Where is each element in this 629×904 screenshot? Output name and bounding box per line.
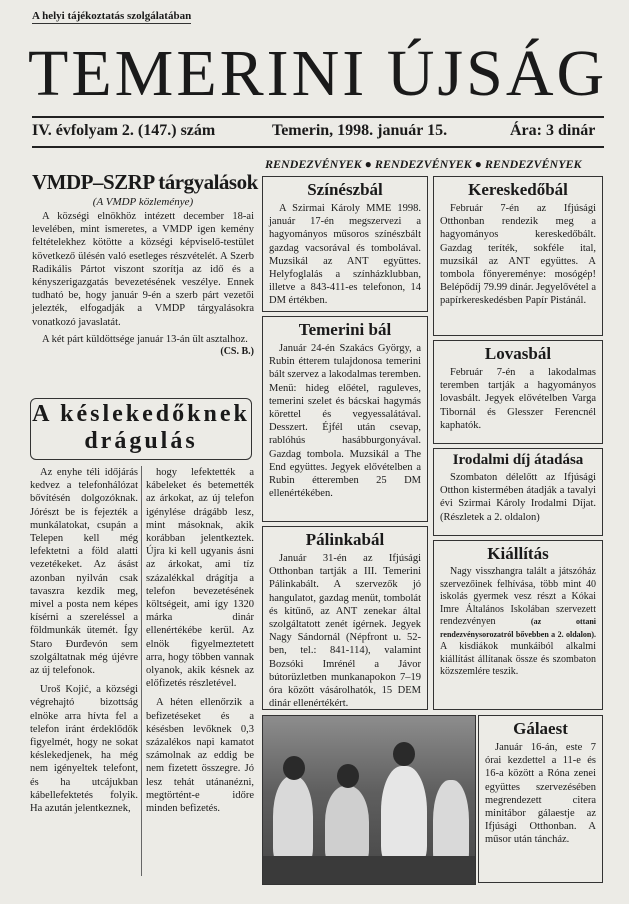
- galaest-title: Gálaest: [513, 719, 568, 738]
- column-divider: [141, 466, 142, 876]
- photo-figure-2: [325, 786, 369, 866]
- photo-head-3: [393, 742, 415, 766]
- lovasbal-box: [433, 340, 603, 444]
- kiallitas-note: (az ottani rendezvénysorozatról bővebben a 2. oldalon).: [440, 617, 596, 639]
- vmdp-article: [32, 170, 258, 358]
- kesl-col2-paragraph-2: A héten ellenőrzik a befizetéseket és a késésben levőknek 0,3 százalékos napi kamatot számolnak az eddig be nem fizetett összegre. Jó lesz tehát utánanézni, megtörtént-e időre minden befizetés.: [146, 697, 254, 815]
- kereskedobal-text: Február 7-én az Ifjúsági Otthonban rendezik meg a hagyományos kereskedőbált. Gazdag teríték, sokféle ital, muzsikál az ANT együttes. A tombola főnyereménye: mosógép! Belépődíj 79.99 dinár. Jegyelővétel a papírkereskedésben Papír Pistánál.: [440, 203, 596, 307]
- tagline: A helyi tájékoztatás szolgálatában: [32, 10, 192, 22]
- galaest-box: [478, 715, 603, 883]
- price: Ára: 3 dinár: [510, 122, 596, 139]
- temerini-bal-box: [262, 316, 428, 522]
- kesl-column-2: [146, 466, 254, 815]
- irodalmi-title: Irodalmi díj átadása: [452, 452, 584, 468]
- kereskedobal-title: Kereskedőbál: [468, 180, 568, 199]
- kiallitas-box: [433, 540, 603, 710]
- irodalmi-box: [433, 448, 603, 536]
- szineszbal-box: [262, 176, 428, 312]
- events-banner: RENDEZVÉNYEK ● RENDEZVÉNYEK ● RENDEZVÉNYEK: [265, 157, 582, 171]
- photo-head-1: [283, 756, 305, 780]
- lovasbal-title: Lovasbál: [484, 344, 552, 363]
- vmdp-signature: (CS. B.): [220, 346, 254, 358]
- temerini-bal-title: Temerini bál: [298, 320, 392, 339]
- szineszbal-text: A Szirmai Károly MME 1998. január 17-én megszervezi a hagyományos műsoros színészbált gazdag vacsorával és tombolával. Muzsikál az ANT együttes. Helyfoglalás a színházklubban, illetve a 843-411-es telefonon, 14 DM értékben.: [269, 203, 421, 307]
- palinkabal-text: Január 31-én az Ifjúsági Otthonban tartják a III. Temerini Pálinkabált. A szervezők jó hangulatot, gazdag menüt, tombolát és kitűnő, az ANT zenekar által szolgáltatott zenét ígérnek. Jegyek Nagy Sándornál (Népfront u. 52-ben, tel.: 841-114), valamint Bozsóki Imrénél a Jávor bútorüzletben munkanapokon 7–19 óra között vásárolhatók, 15 DEM dinár ellenértékért.: [269, 553, 421, 710]
- kiallitas-title: Kiállítás: [487, 544, 549, 563]
- temerini-bal-text: Január 24-én Szakács György, a Rubin étterem tulajdonosa temerini bált szervez a lakodalmas teremben. Menü: hideg előétel, raguleves, temerini szelet és bácskai hagymás körettel és vegyessalátával. Desszert. Éjfél után csevap, rablóhús hasábburgonyával. Gazdag tombola. Muzsikál a The End együttes. Jegyek elővételben a Rubin étteremben 25 DM ellenértékében.: [269, 343, 421, 500]
- kesl-col1-paragraph-1: Az enyhe téli időjárás kedvez a telefonhálózat bővítésén dolgozóknak. Jórészt be is fejezték a munkálatokat, csupán a Telepen kell még lefektetni a föld alatti vezetékeket. Az ásást azonban nyilván csak tavaszra kezdik meg, mivel a posta nem képes kísérni a szereléssel a földmunkák ütemét. Így Staro Đurđevón sem szolgáltatnak még újévre az új telefonok.: [30, 467, 138, 677]
- place-date: Temerin, 1998. január 15.: [272, 122, 448, 139]
- vmdp-paragraph-1: A községi elnökhöz intézett december 18-ai levelében, mint ismeretes, a VMDP igen kemény feltételekhez kötötte a községi képviselő-testület következő ülésén való esetleges részvételét. A Szerb Radikális Pártot viszont szorítja az idő és a kényszerigazgatás bevezetésének veszélye. Ennek tudható be, hogy január 9-én a szerb párt vezetői jelezték, elfogadják a VMDP tárgyalásokra vonatkozó javaslatát.: [32, 211, 254, 328]
- kesl-col1-paragraph-2: Uroš Kojić, a községi végrehajtó bizottság elnöke arra hívta fel a telefon iránt érdeklődők figyelmét, hogy ne sokat késlekedjenek, ha még nem igényeltek telefont, és ha utcájukban kábellefektetés folyik. Ha azután jelentkeznek,: [30, 684, 138, 815]
- header-rule-bottom: [32, 146, 604, 148]
- kesl-title-line-1: A késlekedőknek: [32, 401, 250, 427]
- issue-number: IV. évfolyam 2. (147.) szám: [32, 122, 216, 139]
- palinkabal-title: Pálinkabál: [305, 530, 385, 549]
- kesl-column-1: [30, 466, 138, 815]
- irodalmi-text: Szombaton délelőtt az Ifjúsági Otthon kistermében átadják a tavalyi évi Szirmai Károly Irodalmi Díjat. (Részletek a 2. oldalon): [440, 472, 596, 523]
- citera-photo: [262, 715, 476, 885]
- kereskedobal-box: [433, 176, 603, 336]
- galaest-text: Január 16-án, este 7 órai kezdettel a 11-e és 16-a között a Róna zenei együttes szervezésében megrendezett citera minitábor gálaestje az Ifjúsági Otthonban. A műsor után táncház.: [485, 742, 596, 846]
- kiallitas-text-2: A kisdiákok munkáiból alkalmi kiállítást állítanak össze és szombaton közszemlére teszik.: [440, 641, 596, 677]
- lovasbal-text: Február 7-én a lakodalmas teremben tartják a hagyományos lovasbált. Jegyek elővételben Varga Tibornál és Glesszer Ferencnél kaphatók.: [440, 367, 596, 431]
- header-rule-top: [32, 116, 604, 118]
- vmdp-title: VMDP–SZRP tárgyalások: [32, 170, 258, 194]
- vmdp-subtitle: (A VMDP közleménye): [92, 196, 194, 208]
- kesl-col2-paragraph-1: hogy lefektették a kábeleket és betemették az árkokat, az új telefon igénylése drágább lesz, mint másoknak, akik korábban jelentkeztek. Újra ki kell ugyanis ásni az árkokat, ami tíz százalékkal drágítja a telefon bevezetésének költségeit, ami így 1320 márka dinár ellenértékébe kerül. Az elnök figyelmeztetett arra, hogy többen vannak olyanok, akik késnek az előfizetés részletével.: [146, 467, 254, 690]
- kesl-title-line-2: drágulás: [84, 428, 198, 454]
- masthead-title: TEMERINI ÚJSÁG: [28, 37, 608, 110]
- palinkabal-box: [262, 526, 428, 710]
- kiallitas-text: Nagy visszhangra talált a játszóház szervezőinek felhívása, több mint 40 iskolás gyermek vesz részt a Kókai Imre Általános Iskolában szervezett rendezvényen: [440, 566, 596, 627]
- kesl-headline-box: [30, 398, 252, 460]
- szineszbal-title: Színészbál: [307, 180, 383, 199]
- photo-figure-3: [381, 766, 427, 866]
- photo-figure-1: [273, 776, 313, 866]
- photo-table: [263, 856, 475, 884]
- photo-head-2: [337, 764, 359, 788]
- vmdp-paragraph-2: A két párt küldöttsége január 13-án ült asztalhoz.: [42, 333, 248, 345]
